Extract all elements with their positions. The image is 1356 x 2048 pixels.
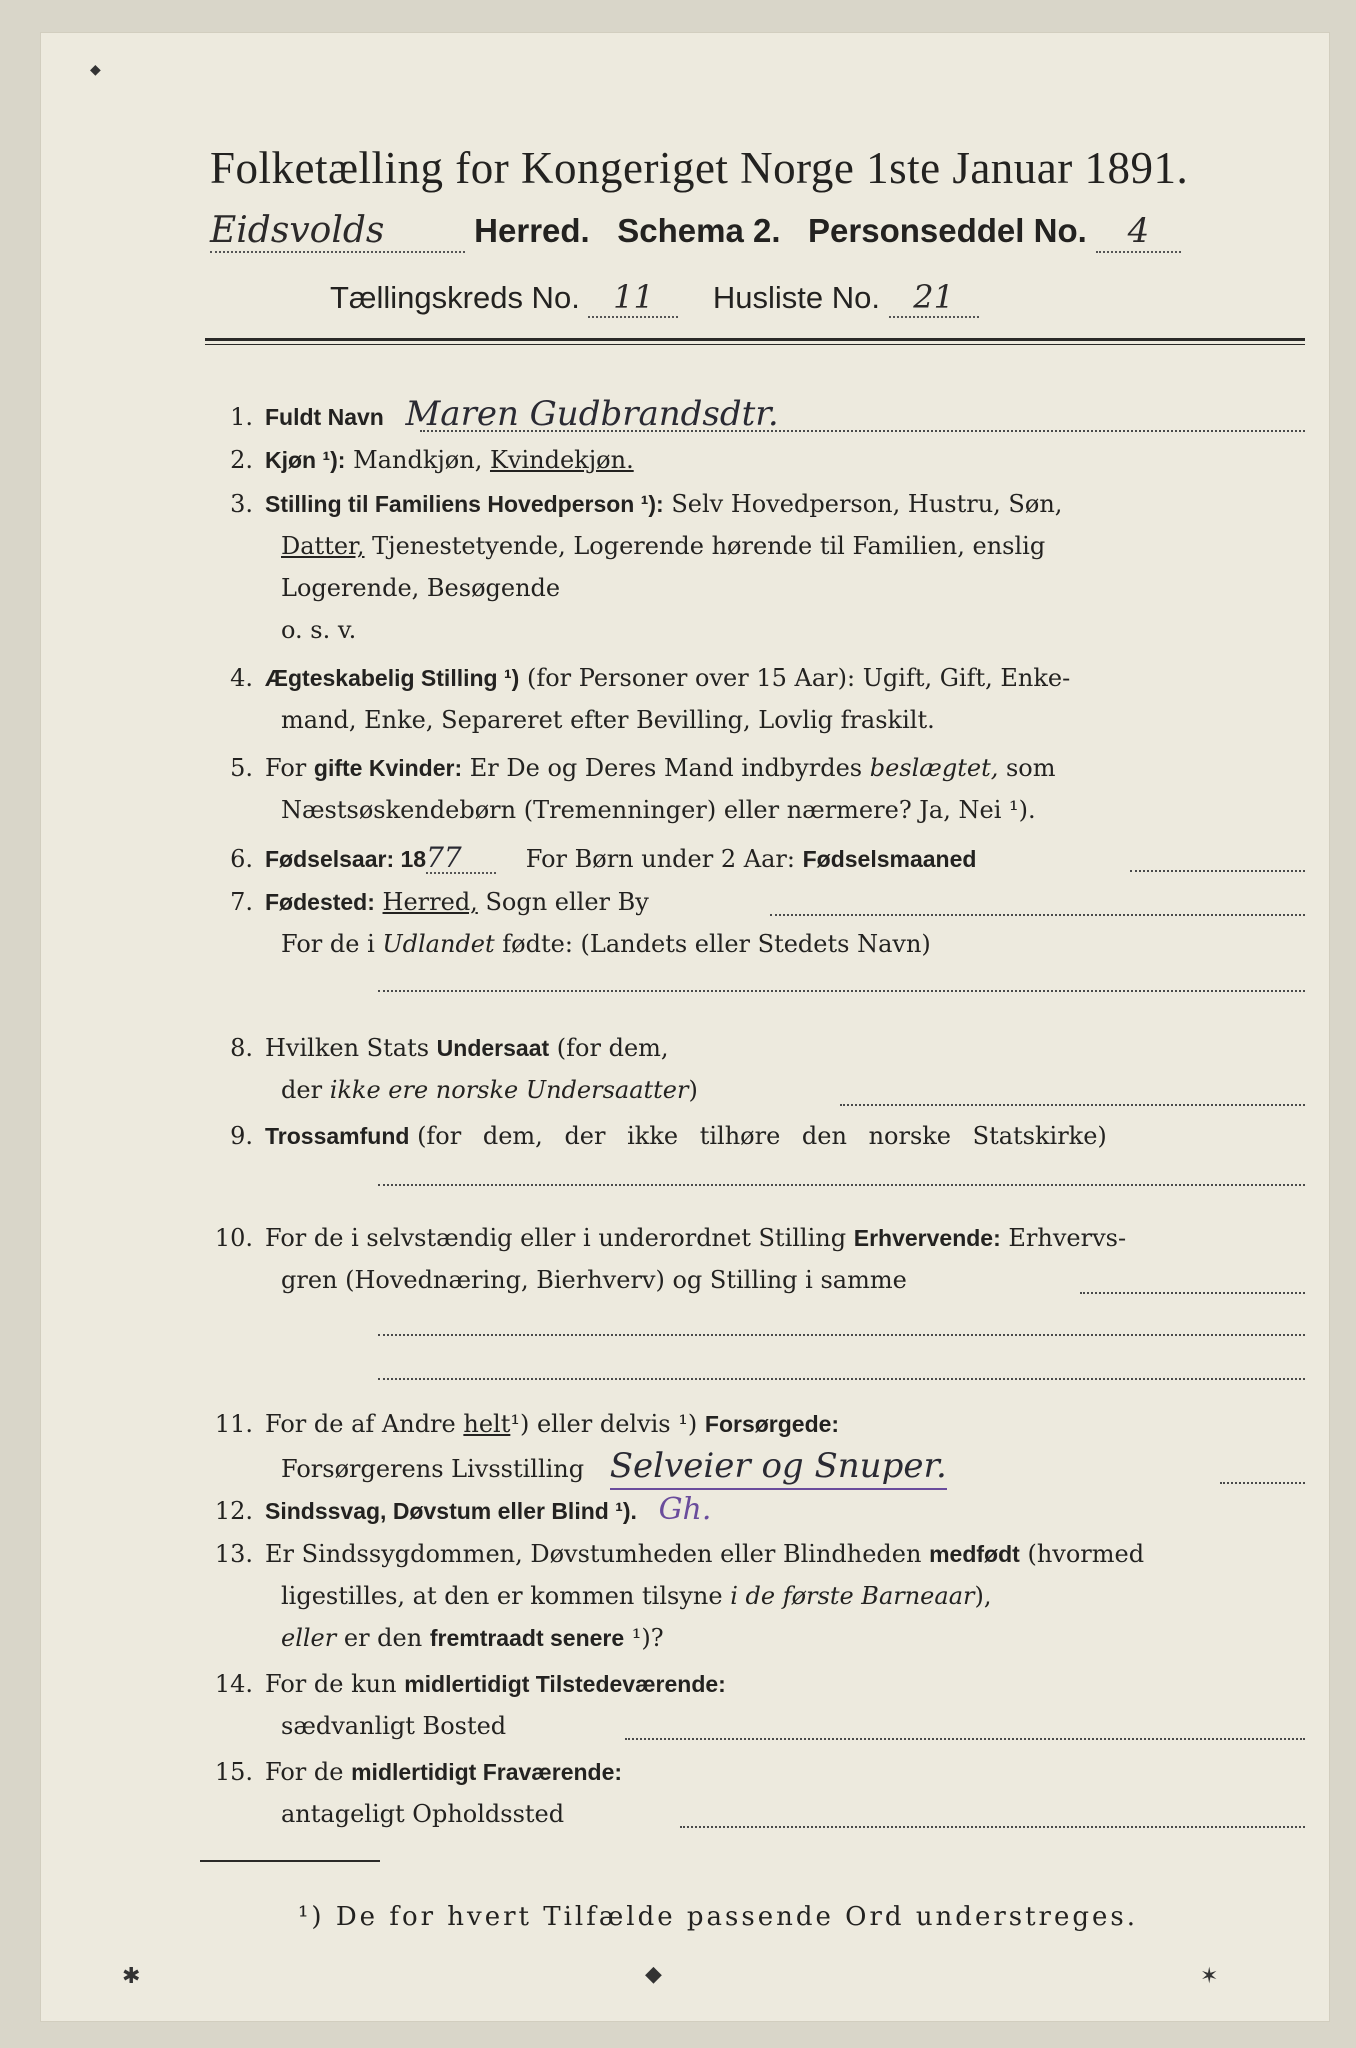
field-3-options: Selv Hovedperson, Hustru, Søn,	[671, 490, 1063, 518]
field-13-line-3-bold: fremtraadt senere	[429, 1625, 625, 1651]
field-2-number: 2.	[230, 446, 253, 474]
field-13-rest: (hvormed	[1027, 1540, 1145, 1568]
field-13-row	[205, 1540, 1315, 1568]
field-7-row	[205, 888, 1315, 916]
field-6-children: For Børn under 2 Aar:	[525, 845, 795, 873]
field-8-dotted-line	[840, 1104, 1305, 1106]
field-13-line-3-end: ¹)?	[631, 1624, 664, 1652]
field-5-label: gifte Kvinder:	[313, 755, 463, 781]
field-13-line-3-prefix: er den	[343, 1624, 423, 1652]
field-8-line-2	[205, 1076, 1330, 1104]
field-2-option-male: Mandkjøn,	[353, 446, 483, 474]
personseddel-label: Personseddel No.	[808, 212, 1087, 249]
field-2-row	[205, 446, 1315, 474]
field-11-number: 11.	[214, 1410, 253, 1438]
field-10-dotted-line-2	[378, 1334, 1305, 1336]
census-form-page	[40, 32, 1330, 2022]
field-2-label: Kjøn ¹):	[265, 447, 346, 473]
field-4-row	[205, 664, 1315, 692]
kreds-value: 11	[588, 278, 678, 318]
field-7-dotted-line-2	[378, 990, 1305, 992]
field-11-middle: ¹) eller delvis ¹)	[510, 1410, 698, 1438]
schema-label: Schema 2.	[617, 212, 781, 249]
field-15-line-2: antageligt Opholdssted	[281, 1800, 565, 1828]
field-3-options-2: Tjenestetyende, Logerende hørende til Familien, enslig	[372, 532, 1046, 560]
field-10-label: Erhvervende:	[853, 1225, 1001, 1251]
field-9-row	[205, 1122, 1315, 1150]
field-8-line-2-italic: ikke ere norske Undersaatter	[329, 1076, 689, 1104]
header-line-herred	[210, 210, 1310, 253]
field-3-option-datter: Datter,	[281, 532, 365, 560]
field-5-row	[205, 754, 1315, 782]
field-2-option-female: Kvindekjøn.	[489, 446, 634, 474]
herred-value: Eidsvolds	[210, 210, 465, 253]
field-10-line-2: gren (Hovednæring, Bierhverv) og Stilling i samme	[281, 1266, 907, 1294]
field-6-dotted-line	[1130, 870, 1305, 872]
field-3-number: 3.	[230, 490, 253, 518]
field-5-question: Er De og Deres Mand indbyrdes	[469, 754, 863, 782]
field-5-end: som	[1005, 754, 1056, 782]
field-1-row	[205, 394, 1315, 434]
footnote-rule	[200, 1860, 380, 1862]
field-13-label: medfødt	[929, 1541, 1020, 1567]
field-7-line-2	[205, 930, 1330, 958]
field-12-row	[205, 1492, 1315, 1527]
field-12-value: Gh.	[658, 1492, 712, 1527]
field-14-row	[205, 1670, 1315, 1698]
field-13-line-3-italic: eller	[281, 1624, 337, 1652]
field-10-rest: Erhvervs-	[1008, 1224, 1127, 1252]
field-8-label: Undersaat	[436, 1035, 550, 1061]
field-11-livsstilling-label: Forsørgerens Livsstilling	[281, 1455, 585, 1483]
field-15-prefix: For de	[265, 1758, 344, 1786]
field-8-number: 8.	[230, 1034, 253, 1062]
field-1-number: 1.	[230, 403, 253, 431]
field-11-row	[205, 1410, 1315, 1438]
field-6-number: 6.	[230, 845, 253, 873]
field-13-number: 13.	[214, 1540, 253, 1568]
field-8-line-2-prefix: der	[281, 1076, 323, 1104]
field-15-row	[205, 1758, 1315, 1786]
field-11-line-2	[205, 1446, 1330, 1486]
field-10-dotted-line-3	[378, 1378, 1305, 1380]
field-5-italic: beslægtet,	[869, 754, 999, 782]
corner-mark-icon: ◆	[90, 62, 101, 78]
field-15-dotted-line	[680, 1826, 1305, 1828]
field-5-line-2: Næstsøskendebørn (Tremenninger) eller nærmere? Ja, Nei ¹).	[281, 796, 1036, 824]
field-13-line-2-end: ),	[974, 1582, 992, 1610]
corner-mark-icon: ✱	[122, 1964, 141, 1989]
field-1-dotted-line	[420, 430, 1305, 432]
herred-label: Herred.	[474, 212, 590, 249]
field-7-options: Sogn eller By	[485, 888, 649, 916]
field-7-dotted-line	[770, 914, 1305, 916]
corner-mark-icon: ◆	[645, 1962, 662, 1987]
field-7-label: Fødested:	[265, 889, 375, 915]
header-rule-thin	[205, 344, 1305, 345]
field-9-dotted-line	[378, 1184, 1305, 1186]
husliste-label: Husliste No.	[712, 280, 880, 315]
field-14-prefix: For de kun	[265, 1670, 397, 1698]
personseddel-value: 4	[1096, 211, 1181, 253]
field-14-dotted-line	[625, 1738, 1305, 1740]
field-13-line-2-prefix: ligestilles, at den er kommen tilsyne	[281, 1582, 723, 1610]
field-13-prefix: Er Sindssygdommen, Døvstumheden eller Blindheden	[265, 1540, 922, 1568]
field-9-number: 9.	[230, 1122, 253, 1150]
field-13-line-2	[205, 1582, 1330, 1610]
field-3-line-4: o. s. v.	[281, 616, 357, 644]
field-14-label: midlertidigt Tilstedeværende:	[404, 1671, 726, 1697]
field-5-prefix: For	[265, 754, 307, 782]
header-rule	[205, 338, 1305, 341]
field-4-options: (for Personer over 15 Aar): Ugift, Gift, Enke-	[526, 664, 1071, 692]
header-line-kreds	[330, 278, 979, 318]
field-4-label: Ægteskabelig Stilling ¹)	[265, 665, 520, 691]
field-9-label: Trossamfund	[265, 1123, 410, 1149]
field-8-prefix: Hvilken Stats	[265, 1034, 430, 1062]
field-6-label: Fødselsaar: 18	[265, 846, 427, 872]
field-15-label: midlertidigt Fraværende:	[351, 1759, 623, 1785]
field-14-number: 14.	[214, 1670, 253, 1698]
field-7-number: 7.	[230, 888, 253, 916]
field-4-line-2: mand, Enke, Separeret efter Bevilling, Lovlig fraskilt.	[281, 706, 935, 734]
field-11-label: Forsørgede:	[704, 1411, 840, 1437]
field-3-row	[205, 490, 1315, 518]
field-9-rest: (for dem, der ikke tilhøre den norske Statskirke)	[417, 1122, 1107, 1150]
field-8-line-2-end: )	[688, 1076, 698, 1104]
field-1-label: Fuldt Navn	[265, 404, 384, 430]
footnote: ¹) De for hvert Tilfælde passende Ord understreges.	[298, 1902, 1139, 1932]
field-7-option-herred: Herred,	[382, 888, 478, 916]
field-11-value: Selveier og Snuper.	[610, 1446, 947, 1490]
field-14-line-2: sædvanligt Bosted	[281, 1712, 507, 1740]
field-4-number: 4.	[230, 664, 253, 692]
field-8-row	[205, 1034, 1315, 1062]
field-12-label: Sindssvag, Døvstum eller Blind ¹).	[265, 1498, 637, 1524]
field-8-rest: (for dem,	[556, 1034, 669, 1062]
field-10-dotted-line	[1080, 1292, 1305, 1294]
field-12-number: 12.	[214, 1497, 253, 1525]
field-7-line-2-rest: fødte: (Landets eller Stedets Navn)	[502, 930, 931, 958]
field-10-prefix: For de i selvstændig eller i underordnet Stilling	[265, 1224, 847, 1252]
field-5-number: 5.	[230, 754, 253, 782]
field-10-number: 10.	[214, 1224, 253, 1252]
field-3-line-2	[205, 532, 1330, 560]
field-11-prefix: For de af Andre	[265, 1410, 456, 1438]
form-title: Folketælling for Kongeriget Norge 1ste Januar 1891.	[210, 143, 1189, 193]
field-7-line-2-italic: Udlandet	[382, 930, 495, 958]
field-6-year-value: 77	[426, 844, 496, 874]
field-15-number: 15.	[214, 1758, 253, 1786]
field-11-underlined: helt	[463, 1410, 511, 1438]
field-1-value: Maren Gudbrandsdtr.	[405, 394, 779, 434]
field-3-label: Stilling til Familiens Hovedperson ¹):	[265, 491, 664, 517]
husliste-value: 21	[889, 278, 979, 318]
field-7-line-2-prefix: For de i	[281, 930, 375, 958]
field-6-label-month: Fødselsmaaned	[802, 846, 977, 872]
field-11-dotted-line	[1220, 1482, 1305, 1484]
field-13-line-3	[205, 1624, 1330, 1652]
field-3-line-3: Logerende, Besøgende	[281, 574, 561, 602]
field-10-row	[205, 1224, 1315, 1252]
field-13-line-2-italic: i de første Barneaar	[730, 1582, 975, 1610]
kreds-label: Tællingskreds No.	[330, 280, 580, 315]
corner-mark-icon: ✶	[1200, 1964, 1219, 1989]
